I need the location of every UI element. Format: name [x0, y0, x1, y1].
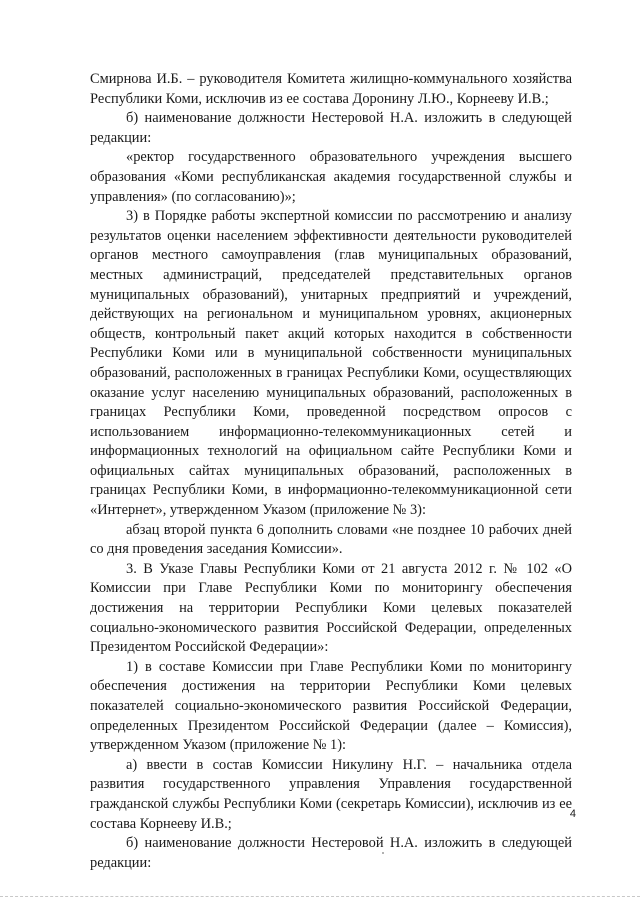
paragraph-3: «ректор государственного образовательного учреждения высшего образования «Коми республиканская академия государственной службы и управления» (по согласованию)»;: [90, 149, 572, 205]
paragraph-2: б) наименование должности Нестеровой Н.А. изложить в следующей редакции:: [90, 110, 572, 146]
page-number: 4: [569, 808, 576, 820]
paragraph-1: Смирнова И.Б. – руководителя Комитета жилищно-коммунального хозяйства Республики Коми, исключив из ее состава Доронину Л.Ю., Корнееву И.В.;: [90, 71, 572, 107]
body-text: [90, 70, 572, 873]
paragraph-7: 1) в составе Комиссии при Главе Республики Коми по мониторингу обеспечения достижения на территории Республики Коми целевых показателей социально-экономического развития Российской Федерации, определенных Президентом Российской Федерации (далее – Комиссия), утвержденном Указом (приложение № 1):: [90, 658, 572, 754]
paragraph-8: а) ввести в состав Комиссии Никулину Н.Г. – начальника отдела развития государственного управления Управления государственной гражданской службы Республики Коми (секретарь Комиссии), исключив из ее состава Корнееву И.В.;: [90, 756, 572, 832]
paragraph-5: абзац второй пункта 6 дополнить словами «не позднее 10 рабочих дней со дня проведения заседания Комиссии».: [90, 521, 572, 558]
paragraph-9: б) наименование должности Нестеровой Н.А. изложить в следующей редакции:: [90, 835, 572, 871]
paragraph-6: 3. В Указе Главы Республики Коми от 21 августа 2012 г. № 102 «О Комиссии при Главе Республики Коми по мониторингу обеспечения достижения на территории Республики Коми целевых показателей социально-экономического развития Российской Федерации, определенных Президентом Российской Федерации»:: [90, 560, 572, 656]
paragraph-4: 3) в Порядке работы экспертной комиссии по рассмотрению и анализу результатов оценки населением эффективности деятельности руководителей органов местного самоуправления (глав муниципальных образований, местных администраций, председателей представительных органов муниципальных образований), унитарных предприятий и учреждений, действующих на региональном и муниципальном уровнях, акционерных обществ, контрольный пакет акций которых находится в собственности Республики Коми или в муниципальной собственности муниципальных образований, расположенных в границах Республики Коми, осуществляющих оказание услуг населению муниципальных образований, расположенных в границах Республики Коми, проведенной посредством опросов с использованием информационно-телекоммуникационных сетей и информационных технологий на официальном сайте Республики Коми и официальных сайтах муниципальных образований, расположенных в границах Республики Коми, в информационно-телекоммуникационной сети «Интернет», утвержденном Указом (приложение № 3):: [90, 208, 572, 519]
scan-edge-line: [0, 896, 640, 898]
scan-speck: [382, 852, 384, 854]
